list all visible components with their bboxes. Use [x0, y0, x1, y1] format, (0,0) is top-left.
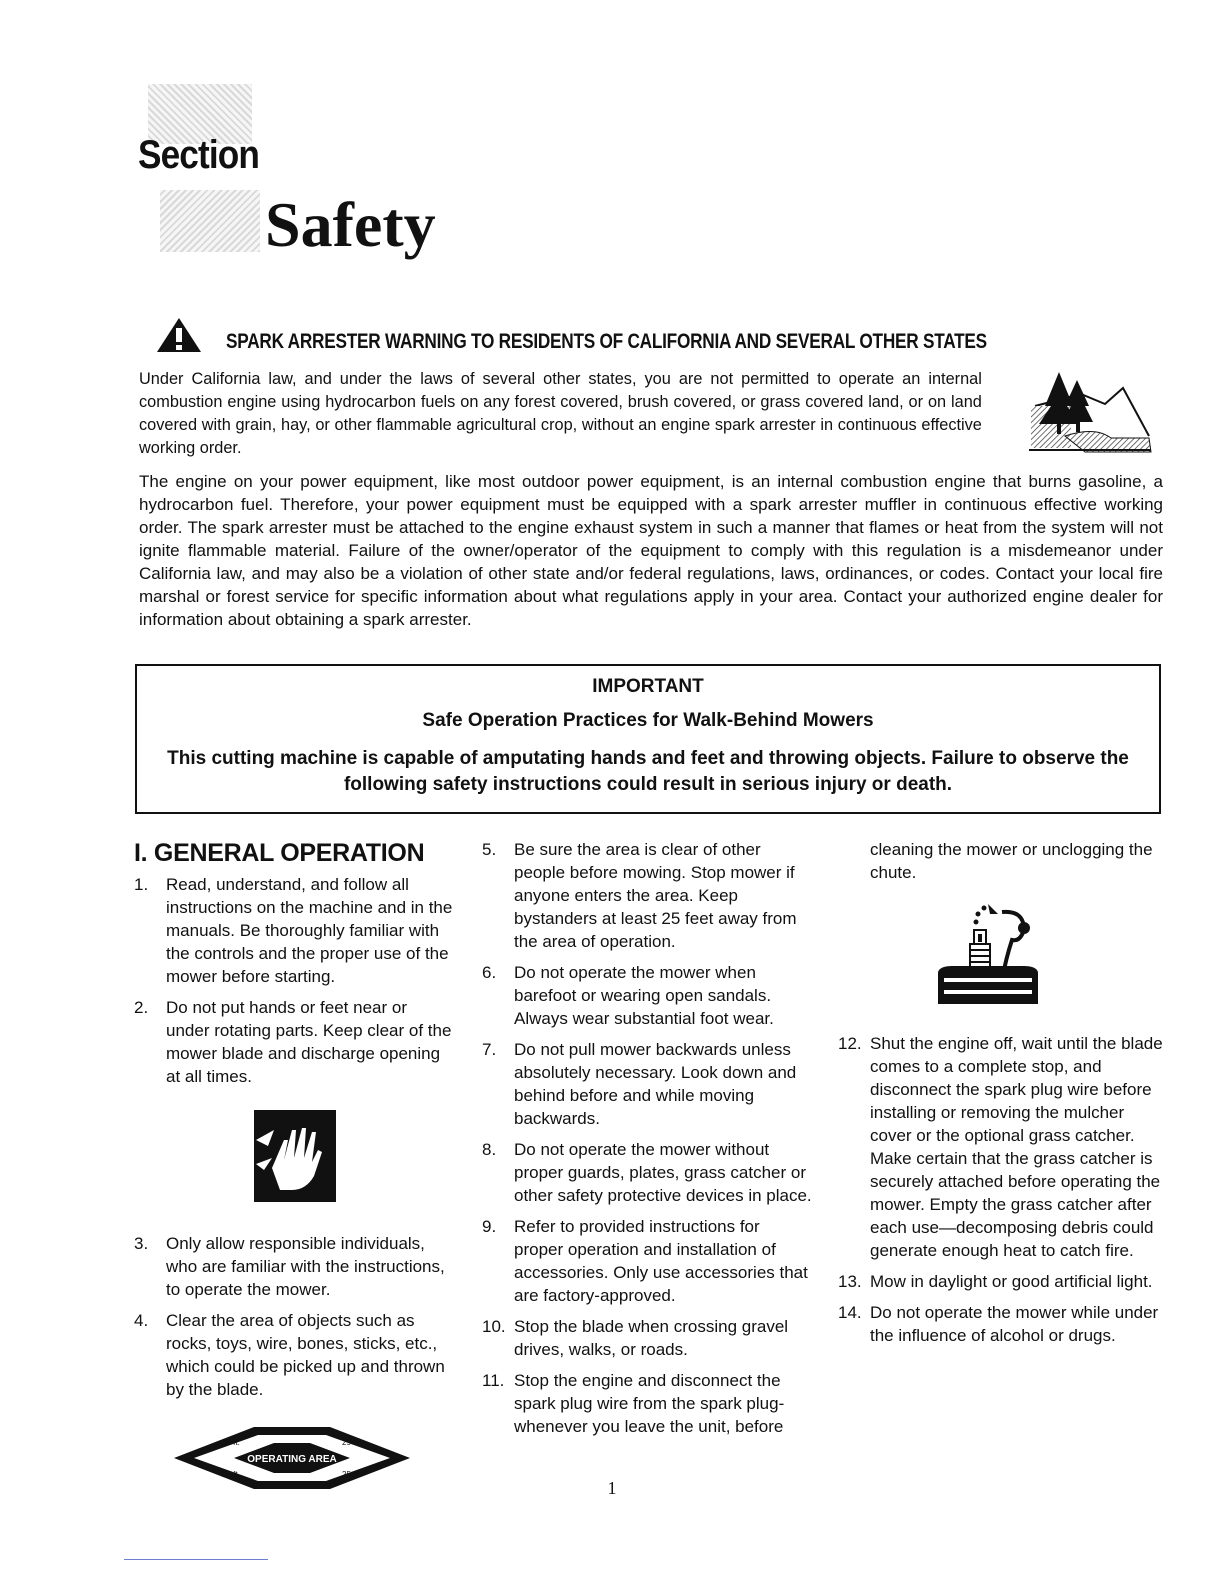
important-title: IMPORTANT: [592, 676, 704, 697]
list-item: [134, 1309, 454, 1401]
item-11-continued: cleaning the mower or unclogging the chute.: [870, 840, 1153, 882]
engine-paragraph: The engine on your power equipment, like most outdoor power equipment, is an internal combustion engine that burns gasoline, a hydrocarbon fuel. Therefore, your power equipment must be equipped with a spark arrester muffler in continuous effective working order. The spark arrester must be attached to the engine exhaust system in such a manner that flames or heat from the system will not ignite flammable material. Failure of the owner/operator of the equipment to comply with this regulation is a misdemeanor under California law, and may also be a violation of other state and/or federal regulations, laws, ordinances, or codes. Contact your local fire marshal or forest service for specific information about what regulations apply in your area. Contact your authorized engine dealer for information about obtaining a spark arrester.: [139, 472, 1163, 629]
item-number: 14.: [838, 1303, 862, 1322]
list-item: [482, 1369, 812, 1438]
column-1: [134, 838, 454, 1493]
distance-label: 25 ft.: [222, 1470, 240, 1479]
item-number: 11.: [482, 1371, 505, 1390]
list-item: [838, 1301, 1168, 1347]
column-3: [838, 838, 1168, 1355]
distance-label: 25 ft.: [222, 1438, 240, 1447]
list-item: [482, 1315, 812, 1361]
item-text: Only allow responsible individuals, who are familiar with the instructions, to operate the mower.: [166, 1234, 445, 1299]
item-text: Refer to provided instructions for proper operation and installation of accessories. Only use accessories that are factory-approved.: [514, 1217, 808, 1305]
item-text: Clear the area of objects such as rocks, toys, wire, bones, sticks, etc., which could be picked up and thrown by the blade.: [166, 1311, 445, 1399]
item-text: Do not operate the mower without proper guards, plates, grass catcher or other safety protective devices in place.: [514, 1140, 812, 1205]
item-text: Shut the engine off, wait until the blade comes to a complete stop, and disconnect the spark plug wire before installing or removing the mulcher cover or the optional grass catcher. Make certain that the grass catcher is securely attached before operating the mower. Empty the grass catcher after each use—decomposing debris could generate enough heat to catch fire.: [870, 1034, 1163, 1260]
page-number: 1: [607, 1478, 617, 1498]
item-text: Do not operate the mower while under the influence of alcohol or drugs.: [870, 1303, 1159, 1345]
list-item: [838, 1270, 1168, 1293]
item-number: 7.: [482, 1040, 497, 1059]
important-subtitle: Safe Operation Practices for Walk-Behind Mowers: [422, 710, 874, 731]
item-text: Do not put hands or feet near or under rotating parts. Keep clear of the mower blade and discharge opening at all times.: [166, 998, 452, 1086]
hand-hazard-icon: [254, 1110, 336, 1202]
list-item: [482, 961, 812, 1030]
footer-rule: [124, 1559, 268, 1560]
item-text: Stop the blade when crossing gravel drives, walks, or roads.: [514, 1317, 789, 1359]
item-number: 4.: [134, 1311, 149, 1330]
page-title: Safety: [265, 189, 436, 260]
operating-area-icon: [174, 1423, 410, 1493]
spark-plug-icon: [928, 900, 1048, 1012]
list-item: [482, 1138, 812, 1207]
item-number: 2.: [134, 998, 149, 1017]
item-number: 9.: [482, 1217, 497, 1236]
warning-triangle-icon: [155, 316, 203, 354]
important-warning: This cutting machine is capable of amputating hands and feet and throwing objects. Failure to observe the following safety instructions could result in serious injury or death.: [167, 748, 1129, 795]
item-number: 6.: [482, 963, 497, 982]
item-number: 8.: [482, 1140, 497, 1159]
forest-trees-icon: [1025, 366, 1153, 456]
item-text: Read, understand, and follow all instructions on the machine and in the manuals. Be thoroughly familiar with the controls and the proper use of the mower before starting.: [166, 875, 453, 986]
item-text: Do not pull mower backwards unless absolutely necessary. Look down and behind before and while moving backwards.: [514, 1040, 797, 1128]
item-number: 3.: [134, 1234, 149, 1253]
item-number: 12.: [838, 1034, 862, 1053]
list-item: [482, 1038, 812, 1130]
spark-warning-paragraph: Under California law, and under the laws of several other states, you are not permitted to operate an internal combustion engine using hydrocarbon fuels on any forest covered, brush covered, or grass covered land, or on land covered with grain, hay, or other flammable agricultural crop, without an engine spark arrester in continuous effective working order.: [139, 369, 982, 457]
list-item: [482, 1215, 812, 1307]
list-item: [134, 1232, 454, 1301]
list-item: [134, 873, 454, 988]
item-text: Stop the engine and disconnect the spark plug wire from the spark plug-whenever you leave the unit, before: [514, 1371, 785, 1436]
item-text: Mow in daylight or good artificial light.: [870, 1272, 1153, 1291]
header-shading-number: [160, 190, 260, 252]
item-text: Do not operate the mower when barefoot or wearing open sandals. Always wear substantial foot wear.: [514, 963, 774, 1028]
distance-label: 25 ft.: [342, 1470, 360, 1479]
spark-warning-title: SPARK ARRESTER WARNING TO RESIDENTS OF CALIFORNIA AND SEVERAL OTHER STATES: [226, 330, 987, 353]
item-number: 5.: [482, 840, 497, 859]
item-text: Be sure the area is clear of other people before mowing. Stop mower if anyone enters the area. Keep bystanders at least 25 feet away from the area of operation.: [514, 840, 797, 951]
list-item: [134, 996, 454, 1088]
important-notice-box: [135, 664, 1161, 814]
column-2: [482, 838, 812, 1446]
item-number: 10.: [482, 1317, 506, 1336]
list-item: [838, 1032, 1168, 1262]
section-label: Section: [138, 133, 259, 177]
operating-area-label: OPERATING AREA: [247, 1454, 337, 1465]
item-number: 13.: [838, 1272, 862, 1291]
general-operation-heading: I. GENERAL OPERATION: [134, 839, 425, 867]
list-item: [482, 838, 812, 953]
distance-label: 25 ft.: [342, 1438, 360, 1447]
item-number: 1.: [134, 875, 149, 894]
